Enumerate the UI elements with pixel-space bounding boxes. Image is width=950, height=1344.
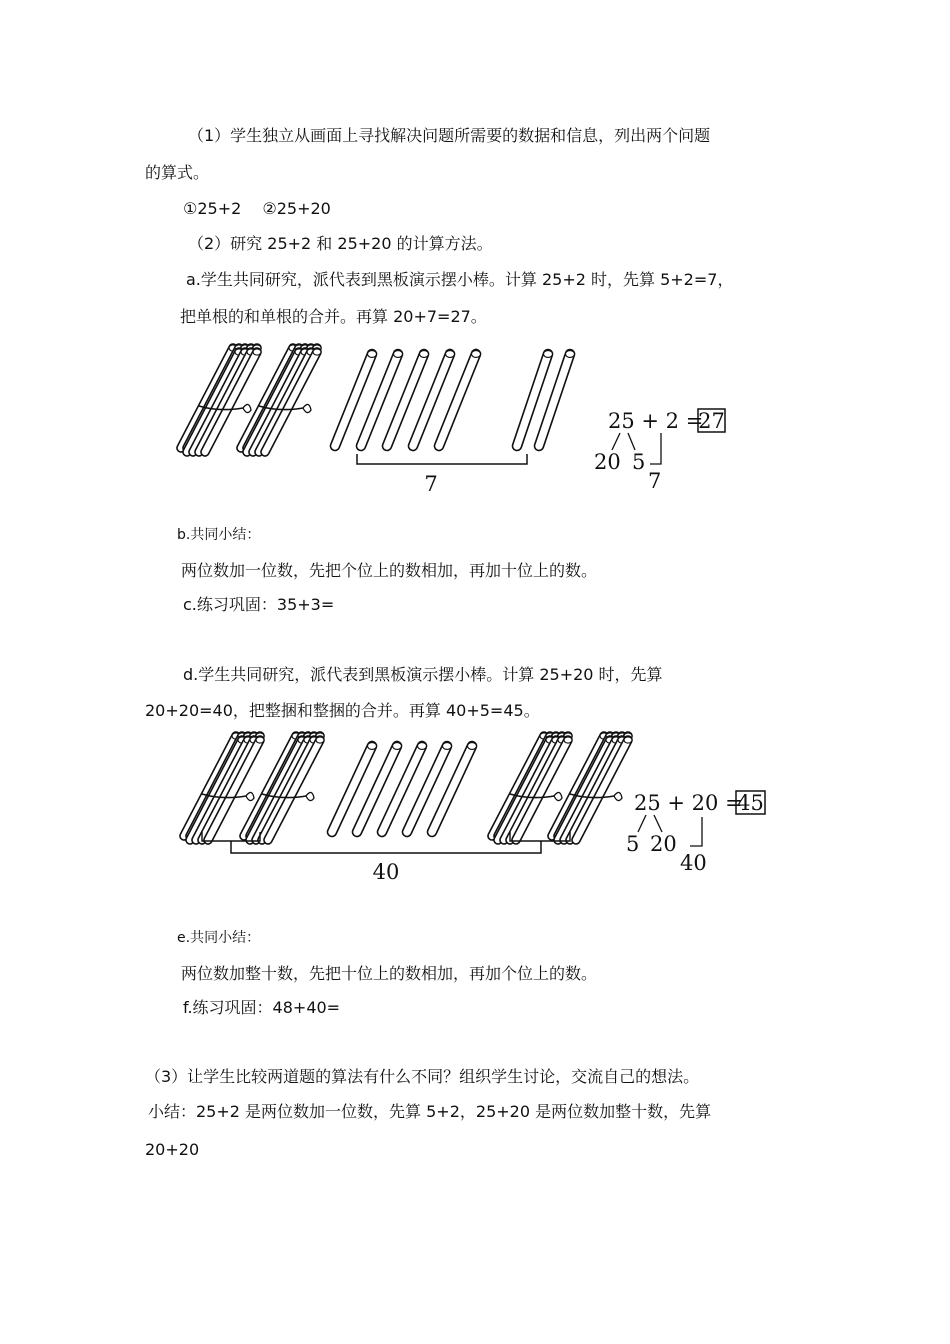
equation-figure-2: [622, 782, 782, 877]
step-e-summary: 两位数加整十数，先把十位上的数相加，再加个位上的数。: [181, 964, 598, 983]
split-left: 5: [626, 832, 640, 856]
para-1-line-1: （1）学生独立从画面上寻找解决问题所需要的数据和信息，列出两个问题: [188, 126, 711, 145]
summary-line-2: 20+20: [145, 1140, 200, 1159]
single-stick: [378, 742, 427, 837]
split-right: 5: [632, 450, 646, 474]
step-d-line-2: 20+20=40，把整捆和整捆的合并。再算 40+5=45。: [145, 701, 540, 720]
step-b-summary: 两位数加一位数，先把个位上的数相加，再加十位上的数。: [181, 561, 598, 580]
para-2-heading: （2）研究 25+2 和 25+20 的计算方法。: [188, 234, 493, 253]
sticks-figure-2: [180, 728, 630, 888]
answer-value: 45: [737, 791, 764, 815]
single-stick: [428, 742, 477, 837]
para-1-line-2: 的算式。: [145, 163, 210, 182]
split-right: 20: [650, 832, 677, 856]
equations-list: ①25+2 ②25+20: [183, 199, 331, 218]
bracket-label-7: 7: [424, 472, 438, 496]
para-3-line: （3）让学生比较两道题的算法有什么不同？组织学生讨论，交流自己的想法。: [145, 1067, 700, 1086]
summary-line-1: 小结：25+2 是两位数加一位数，先算 5+2，25+20 是两位数加整十数，先算: [148, 1102, 712, 1121]
step-c-practice: c.练习巩固：35+3=: [183, 595, 335, 614]
step-f-practice: f.练习巩固：48+40=: [183, 998, 341, 1017]
sticks-figure-1: [175, 340, 595, 500]
equation-text: 25 + 20 =: [634, 791, 743, 815]
single-stick: [353, 742, 402, 837]
step-d-line-1: d.学生共同研究，派代表到黑板演示摆小棒。计算 25+20 时，先算: [183, 665, 663, 684]
sum-value: 7: [648, 469, 662, 493]
single-stick: [328, 742, 377, 837]
step-b-heading: b.共同小结：: [177, 527, 261, 543]
step-a-line-2: 把单根的和单根的合并。再算 20+7=27。: [180, 307, 487, 326]
equation-text: 25 + 2 =: [608, 409, 704, 433]
sum-value: 40: [680, 851, 707, 875]
equation-figure-1: [590, 400, 740, 495]
step-a-line-1: a.学生共同研究，派代表到黑板演示摆小棒。计算 25+2 时，先算 5+2=7，: [186, 270, 734, 289]
split-left: 20: [594, 450, 621, 474]
bracket-label-40: 40: [372, 860, 400, 884]
step-e-heading: e.共同小结：: [177, 930, 261, 946]
single-stick: [403, 742, 452, 837]
bracket-7: [357, 454, 527, 464]
answer-value: 27: [698, 409, 725, 433]
